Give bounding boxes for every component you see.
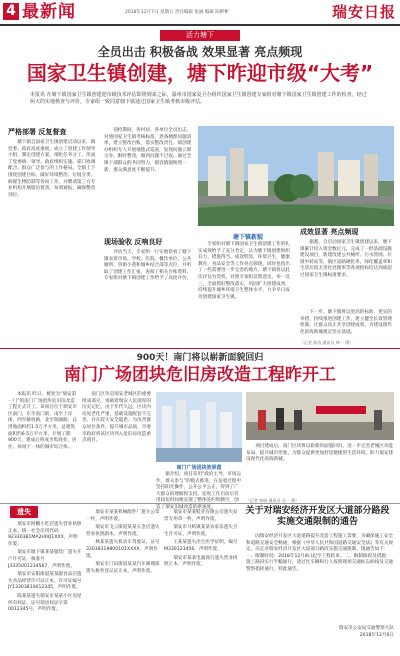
notice-item: 王某某遗失出生医学证明，编号M330123456，声明作废。 [164,540,238,552]
notice-item: 瑞安市安阳街道某某副食品店遗失食品经营许可证正本，许可证编号JY13303810012345，声明作废。 [8,572,82,591]
notice-item: 瑞安市阿鹏小吃店遗失营业执照正本，统一社会信用代码92330381MA2H0Q1XXX，声明作废。 [8,522,82,547]
story1-col1-title: 严格部署 反复督查 [8,128,67,136]
story2-render-caption: 南门广场团块效果图 [176,465,222,471]
story2-col4-text: 项目建成后，南门区块将以崭新的面貌回归，进一步完善老城区功能布局，提升城市形象，为群众提供更加舒适便捷的生活环境，助力瑞安建设现代化滨海新城。 [246,444,394,463]
story2-photo [246,392,394,440]
notices-col3 [164,510,240,652]
story1-col5 [300,240,394,310]
story1-kicker: 活力塘下 [160,30,240,41]
story1-headline: 国家卫生镇创建，塘下昨迎市级“大考” [26,61,374,85]
town-photo-image [198,126,394,226]
story2-col1 [8,392,78,498]
story1-lead: 本报讯 在塘下镇国家卫生镇创建迎市级技术评估即将到来之际，温州市国家复卫办组织国家卫生镇创建专家组对塘下镇国家卫生镇创建工作的检查，经过两天的实地核查与评价，专家组一致同意塘下镇通过国家卫生镇考核市级评估。 [30,92,367,105]
announcement-sign: 瑞安市公安局交通警察大队 2018年12月6日 [338,626,394,638]
story1-col1-text: 塘下镇自国家卫生镇创建启动以来，镇党委、政府高度重视，成立了创建工作领导小组，制定创建方案，细化任务分工，形成了党委统一领导、政府组织实施、部门协调配合、群众广泛参与的工作格局。全镇上下围绕创建目标，做好环境整治、垃圾分类、病媒生物防制等各项工作，并聘请第三方专业机构开展暗访督查，每周通报，确保整改到位。 [8,140,96,198]
section-name: 最新闻 [22,2,76,22]
masthead [0,0,400,26]
notice-item: 瑞安市某某电器商行遗失营业执照正本，声明作废。 [164,555,238,568]
story1-col3 [198,242,294,340]
notice-item: 瑞安市某某鞋业有限公司遗失发票专用章一枚，声明作废。 [164,510,238,522]
render-image [156,392,242,462]
story2-headline: 南门广场团块危旧房改造工程昨开工 [64,365,336,385]
notice-item: 陈某某遗失瑞安市某某小区房屋所有权证，证号瑞房权证字第0012345号，声明作废。 [8,593,82,613]
story2-subhead: 900天！南门将以崭新面貌回归 [136,353,264,363]
page-number: 4 [3,3,19,20]
story1-credit: （记者 陈洁 通讯员 林一 摄） [300,340,354,345]
story1-col5-text: 据悉，自启动国家卫生镇创建以来，塘下镇累计投入资金数亿元，完成了一批基础设施建设项目，新建改建公共厕所、污水管网、垃圾中转站等，镇区道路硬化率、绿化覆盖率和生活垃圾无害化处理率等各项指标均达到或超过国家卫生镇标准要求。 [300,240,392,278]
notices-tag: 遗失 [10,506,38,518]
notice-item: 瑞安市飞云街道某某五金店遗失营业执照副本，声明作废。 [86,525,160,537]
story2-credit: （记者 林晓 通讯员 吴一 摄） [246,498,300,503]
story1-col3-text: 专家组对塘下镇国家卫生镇创建工作的扎实成效给予了充分肯定，认为塘下镇创建组织有力、措施得当、成效明显，环境卫生、健康教育、食品安全等工作亮点频现，同时也指出了一些需要进一步完善的地方。塘下镇将以此次评估为契机，对照专家组反馈意见，举一反三，全面抓好整改落实，巩固扩大创建成果，持续提升城乡环境卫生整体水平，力争早日成功创建国家卫生镇。 [198,242,290,300]
story1-col4 [104,250,194,340]
story2-col4 [246,444,394,498]
notices-col1 [8,522,82,652]
paper-logo: 瑞安日报 [331,3,396,21]
announcement-text: 因瑞安经济开发区大道道路提升改造工程施工需要，为确保施工安全和道路交通安全畅通，根据《中华人民共和国道路交通安全法》等有关规定，决定对瑞安经济开发区大道部分路段实施交通限制，现通告如下：一、限制时间：2018年12月8日起至工程结束。二、限制路段及措施：施工路段实行半幅通行，请过往车辆和行人按照现场交通标志标线及交通警察指挥通行。特此通告。 [246,534,394,572]
notices-rule [0,503,400,504]
story2-col2-text: 南门区块是瑞安老城区的重要组成部分，承载着瑞安人民深厚的历史记忆。由于年代久远，区块内房屋老化严重，基础设施配套不完善，存在较大安全隐患。为改善群众居住条件，提升城市品质，市委市政府将该区块列入危旧房改造重点项目。 [82,392,151,444]
story1-subhead: 全员出击 积极备战 效果显著 亮点频现 [97,45,303,59]
story1-col4-text: 评估当天，专家组一行实地察看了塘下镇农贸市场、学校、医院、餐饮单位、公共厕所、背街小巷和城乡结合部等点位，并听取了创建工作汇报，查阅了相关台账资料。专家组对塘下镇创建工作给予了高度评价。 [104,250,192,282]
story1-col2 [104,128,194,236]
story2-render [156,392,242,462]
story1-photo [198,126,394,226]
story1-col1 [8,140,98,340]
story2-col3-text: 据介绍，项目采用“政府主导、市场运作、群众参与”的模式推进，在征收过程中坚持阳光操作，公开公平公正，得到了广大群众的理解和支持。征收工作启动后仅用较短时间便实现了整体签约和腾空，创造了瑞安旧城改造的新速度。 [156,472,242,510]
notice-item: 瑞安市马屿镇某某农家乐遗失卫生许可证，声明作废。 [164,525,238,537]
story2-col2 [82,392,152,498]
notice-item: 瑞安市某某机械配件厂遗失公章一枚，声明作废。 [86,510,160,522]
story1-col5-title: 成效显著 亮点频现 [300,228,359,236]
dateline: 2018年12月7日 星期五 责任编辑 张丽 编辑 陈彬彬 [125,10,229,15]
announcement-title: 关于对瑞安经济开发区大道部分路段实施交通限制的通告 [245,506,390,527]
story2-col3 [156,472,242,510]
notice-item: 瑞安市塘下镇某某服装厂遗失开户许可证，核准号J3335001234567，声明作废。 [8,550,82,569]
story1-col4-title: 现场验收 反响良好 [104,238,163,246]
notice-item: 瑞安市汀田街道某某汽车修理部遗失税务登记证正本，声明作废。 [86,562,160,574]
story2-col1-text: 本报讯 昨日，被誉为“瑞安第一门”的南门广场团块危旧房改造工程正式开工。该项目位于瑞安市区南门，东至南门街，南至上岸街，西至解放路，北至瑞湖路，总用地面积约1.5万平方米，总建筑面积约6.5万平方米，计划工期900天，建成后将成为集商业、居住、休闲于一体的城市综合体。 [8,392,77,450]
notice-item: 林某某遗失机动车驾驶证，证号33038119800101XXXX，声明作废。 [86,540,160,559]
story1-col2-text: 迎检期间，各村居、各单位全员出击，对照国家卫生镇考核标准，逐条梳理问题清单，建立整改台账，落实整改责任。镇创建办组织专人开展地毯式巡查，发现问题立即交办，限时整改，做到问题不过夜。通过全镇干部群众的共同努力，镇容镇貌焕然一新，群众满意度不断提升。 [104,128,192,173]
ceremony-photo-image [246,392,394,440]
story1-col6 [300,310,394,340]
divider-rule [0,348,400,349]
story1-col6-text: 下一步，塘下镇将以更高的标准、更实的举措，持续推进创建工作，建立健全长效管理机制，让群众真正共享创建成果，为建设现代化滨海新城奠定坚实基础。 [300,310,392,335]
notices-col2 [86,510,160,652]
announcement-body [246,534,394,624]
story1-photo-caption: 塘下镇新貌 [232,234,263,241]
